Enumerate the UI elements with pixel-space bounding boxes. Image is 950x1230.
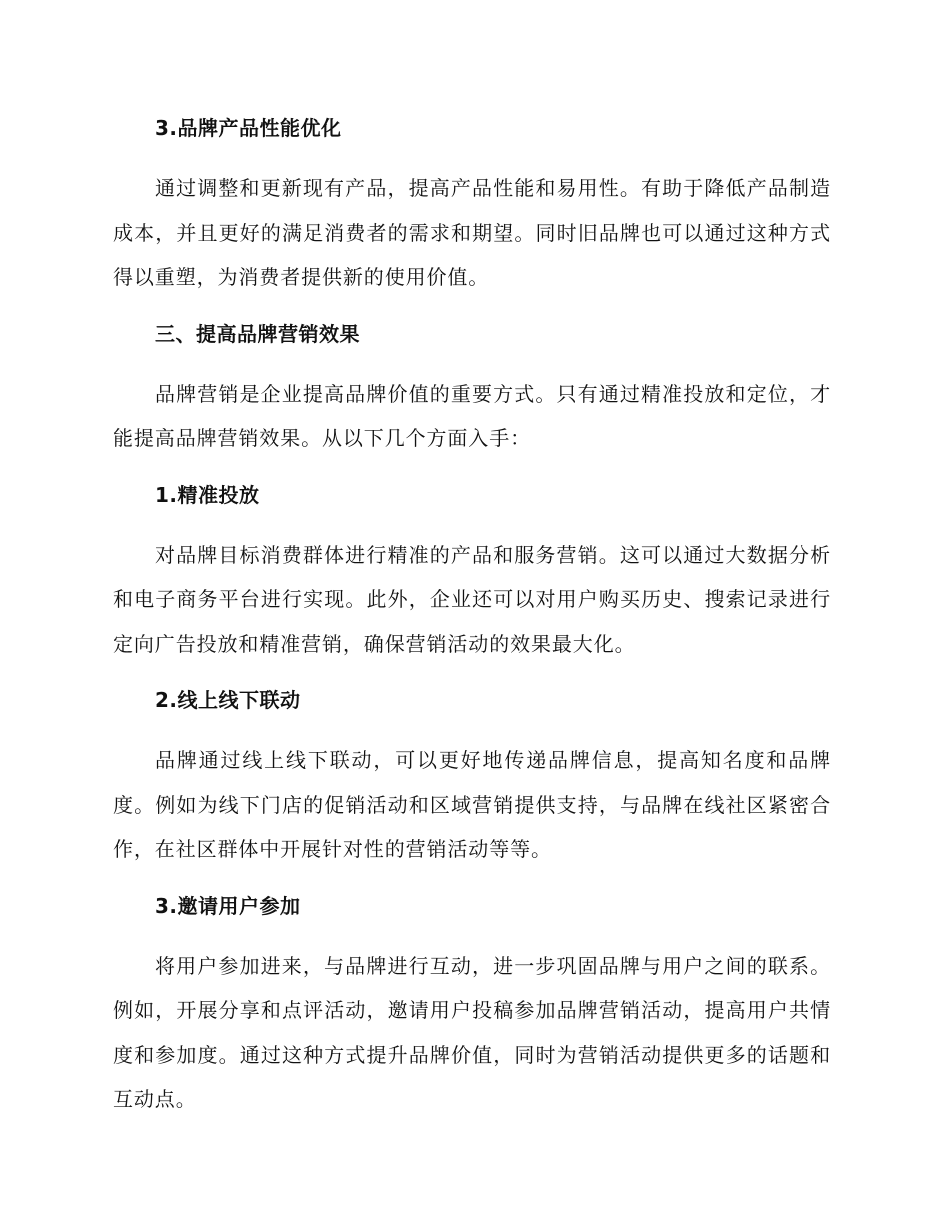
document-content bbox=[113, 112, 831, 1140]
paragraph-marketing-intro: 品牌营销是企业提高品牌价值的重要方式。只有通过精准投放和定位，才能提高品牌营销效果。从以下几个方面入手： bbox=[113, 381, 831, 450]
section-heading-invite-users: 3.邀请用户参加 bbox=[155, 893, 301, 918]
paragraph-precise-delivery: 对品牌目标消费群体进行精准的产品和服务营销。这可以通过大数据分析和电子商务平台进行实现。此外，企业还可以对用户购买历史、搜索记录进行定向广告投放和精准营销，确保营销活动的效果最大化。 bbox=[113, 542, 831, 656]
section-heading-online-offline: 2.线上线下联动 bbox=[155, 688, 301, 712]
section-heading-precise-delivery: 1.精准投放 bbox=[155, 482, 260, 507]
paragraph-invite-users: 将用户参加进来，与品牌进行互动，进一步巩固品牌与用户之间的联系。例如，开展分享和点评活动，邀请用户投稿参加品牌营销活动，提高用户共情度和参加度。通过这种方式提升品牌价值，同时为营销活动提供更多的话题和互动点。 bbox=[113, 953, 831, 1111]
paragraph-online-offline: 品牌通过线上线下联动，可以更好地传递品牌信息，提高知名度和品牌度。例如为线下门店的促销活动和区域营销提供支持，与品牌在线社区紧密合作，在社区群体中开展针对性的营销活动等等。 bbox=[113, 748, 831, 861]
section-heading-product-optimization: 3.品牌产品性能优化 bbox=[155, 116, 342, 140]
paragraph-product-optimization: 通过调整和更新现有产品，提高产品性能和易用性。有助于降低产品制造成本，并且更好的满足消费者的需求和期望。同时旧品牌也可以通过这种方式得以重塑，为消费者提供新的使用价值。 bbox=[113, 176, 831, 289]
section-heading-marketing-effect: 三、提高品牌营销效果 bbox=[155, 321, 360, 346]
